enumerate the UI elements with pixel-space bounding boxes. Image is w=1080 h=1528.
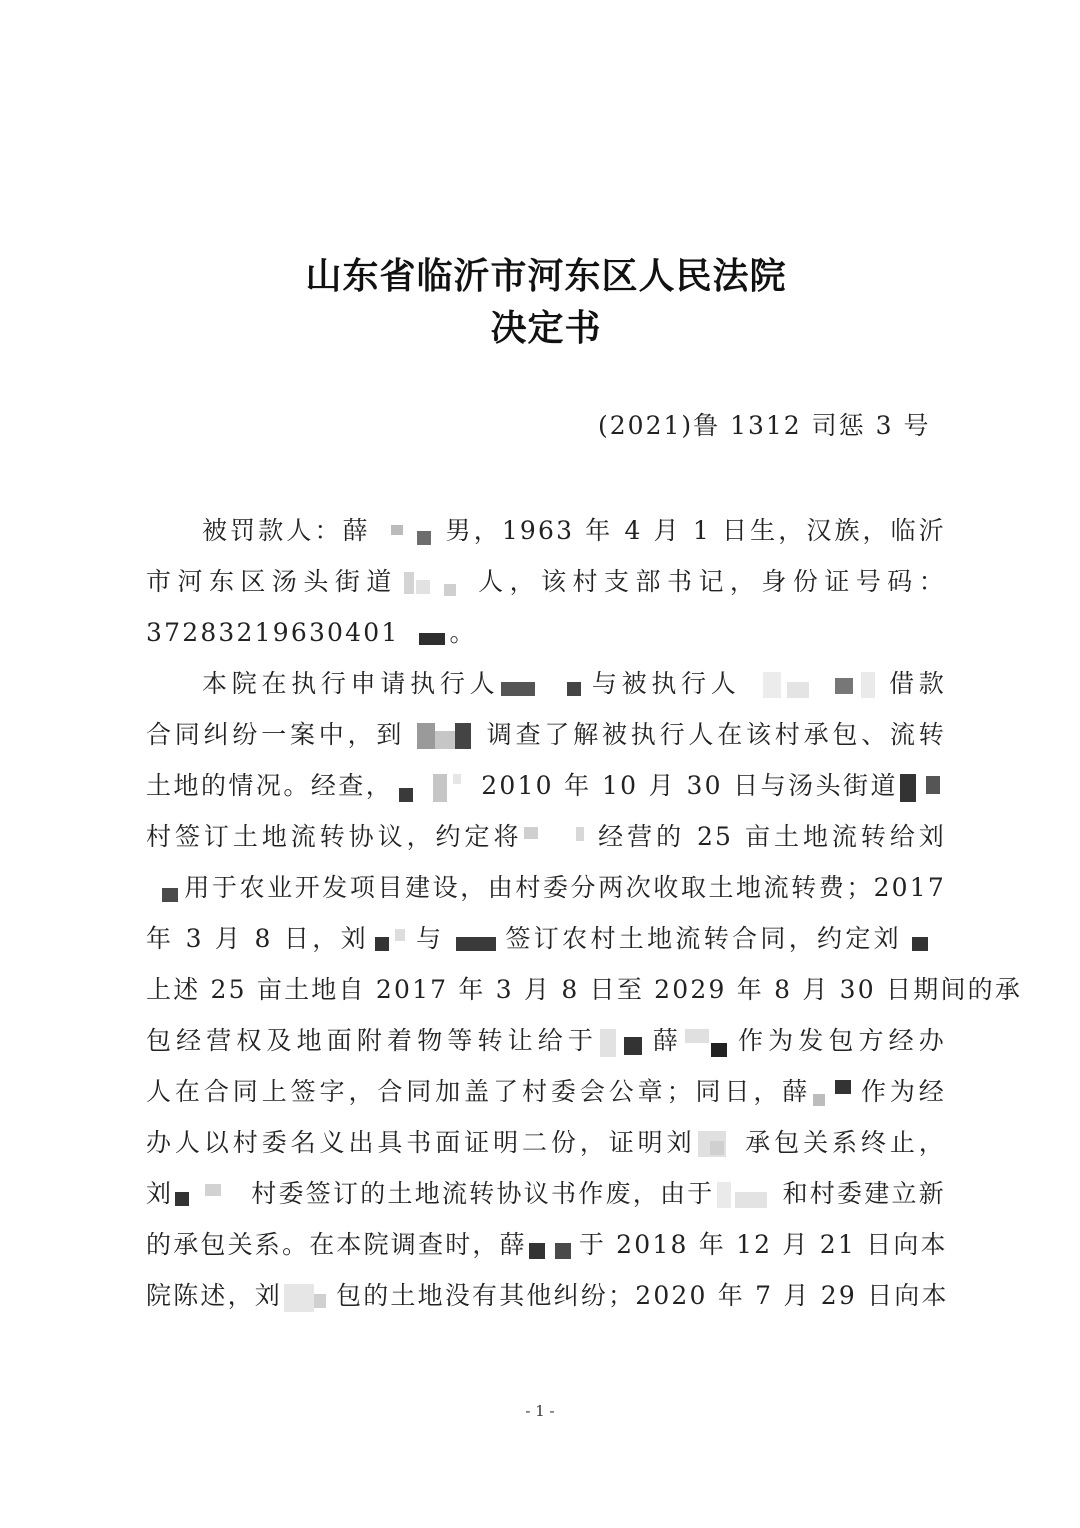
body-line: 市河东区汤头街道 人，该村支部书记，身份证号码： (146, 567, 946, 596)
body-line: 人在合同上签字，合同加盖了村委会公章；同日，薛 作为经 (146, 1077, 946, 1106)
redaction-mosaic-icon (743, 672, 885, 700)
page-number: - 1 - (525, 1402, 555, 1420)
body-line: 被罚款人：薛 男，1963 年 4 月 1 日生，汉族，临沂 (202, 516, 946, 545)
redaction-mosaic-icon (698, 1131, 742, 1159)
redaction-mosaic-icon (373, 519, 443, 547)
court-name: 山东省临沂市河东区人民法院 (305, 255, 787, 297)
redaction-mosaic-icon (717, 1182, 781, 1210)
redaction-mosaic-icon (501, 672, 587, 700)
body-line: 37283219630401 。 (146, 618, 477, 647)
redaction-mosaic-icon (407, 723, 483, 751)
body-line: 刘 村委签订的土地流转协议书作废，由于 和村委建立新 (146, 1179, 947, 1208)
redaction-mosaic-icon (685, 1029, 733, 1057)
redaction-mosaic-icon (175, 1182, 249, 1210)
body-line: 村签订土地流转协议，约定将 经营的 25 亩土地流转给刘 (146, 822, 946, 851)
document-body (146, 505, 1023, 1321)
body-line: 院陈述，刘 包的土地没有其他纠纷；2020 年 7 月 29 日向本 (146, 1281, 949, 1310)
redaction-mosaic-icon (600, 1029, 648, 1057)
redaction-mosaic-icon (813, 1080, 857, 1108)
redaction-mosaic-icon (900, 774, 944, 802)
body-line: 土地的情况。经查， 2010 年 10 月 30 日与汤头街道 (146, 760, 946, 811)
body-line: 用于农业开发项目建设，由村委分两次收取土地流转费；2017 (146, 862, 946, 913)
body-line: 年 3 月 8 日，刘 与 签订农村土地流转合同，约定刘 (146, 913, 946, 964)
redaction-mosaic-icon (524, 825, 594, 853)
redaction-mosaic-icon (400, 570, 472, 598)
redaction-mosaic-icon (904, 927, 944, 955)
redaction-mosaic-icon (395, 774, 479, 802)
body-line: 办人以村委名义出具书面证明二份，证明刘 承包关系终止， (146, 1128, 946, 1157)
document-title: 决定书 (490, 307, 602, 349)
body-line: 上述 25 亩土地自 2017 年 3 月 8 日至 2029 年 8 月 30 日期间的承 (146, 975, 1023, 1004)
redaction-mosaic-icon (284, 1284, 334, 1312)
body-line: 包经营权及地面附着物等转让给于 薛 作为发包方经办 (146, 1026, 947, 1055)
redaction-mosaic-icon (371, 927, 413, 955)
case-number: (2021)鲁 1312 司惩 3 号 (598, 411, 931, 440)
redaction-mosaic-icon (529, 1233, 577, 1261)
redaction-mosaic-icon (401, 621, 447, 649)
body-line: 合同纠纷一案中，到 调查了解被执行人在该村承包、流转 (146, 720, 946, 749)
redaction-mosaic-icon (148, 876, 182, 904)
redaction-mosaic-icon (446, 927, 502, 955)
body-line: 的承包关系。在本院调查时，薛 于 2018 年 12 月 21 日向本 (146, 1230, 948, 1259)
body-line: 本院在执行申请执行人 与被执行人 借款 (202, 669, 946, 698)
